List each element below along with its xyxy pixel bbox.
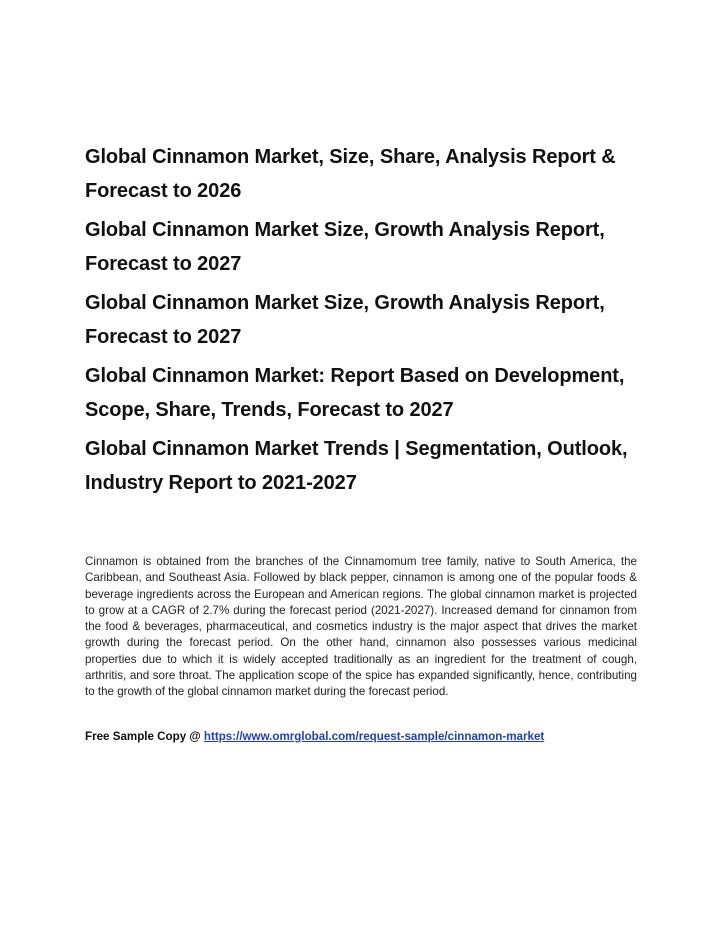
free-sample-line: [85, 730, 637, 743]
headings-list: [85, 140, 637, 500]
heading-5: Global Cinnamon Market Trends | Segmentation, Outlook, Industry Report to 2021-2027: [85, 438, 628, 494]
heading-1: Global Cinnamon Market, Size, Share, Analysis Report & Forecast to 2026: [85, 146, 616, 202]
heading-2: Global Cinnamon Market Size, Growth Analysis Report, Forecast to 2027: [85, 219, 605, 275]
free-sample-link[interactable]: https://www.omrglobal.com/request-sample/cinnamon-market: [203, 729, 545, 743]
body-paragraph: Cinnamon is obtained from the branches of the Cinnamomum tree family, native to South America, the Caribbean, and Southeast Asia. Followed by black pepper, cinnamon is among one of the popular foods & beverage ingredients across the European and American regions. The global cinnamon market is projected to grow at a CAGR of 2.7% during the forecast period (2021-2027). Increased demand for cinnamon from the food & beverages, pharmaceutical, and cosmetics industry is the major aspect that drives the market growth during the forecast period. On the other hand, cinnamon also possesses various medicinal properties due to which it is widely accepted traditionally as an ingredient for the treatment of cough, arthritis, and sore throat. The application scope of the spice has expanded significantly, hence, contributing to the growth of the global cinnamon market during the forecast period.: [85, 555, 637, 699]
free-sample-label: Free Sample Copy @: [85, 729, 204, 743]
heading-4: Global Cinnamon Market: Report Based on Development, Scope, Share, Trends, Forecast to 2027: [85, 365, 625, 421]
document-page: [85, 140, 637, 743]
heading-3: Global Cinnamon Market Size, Growth Analysis Report, Forecast to 2027: [85, 292, 605, 348]
